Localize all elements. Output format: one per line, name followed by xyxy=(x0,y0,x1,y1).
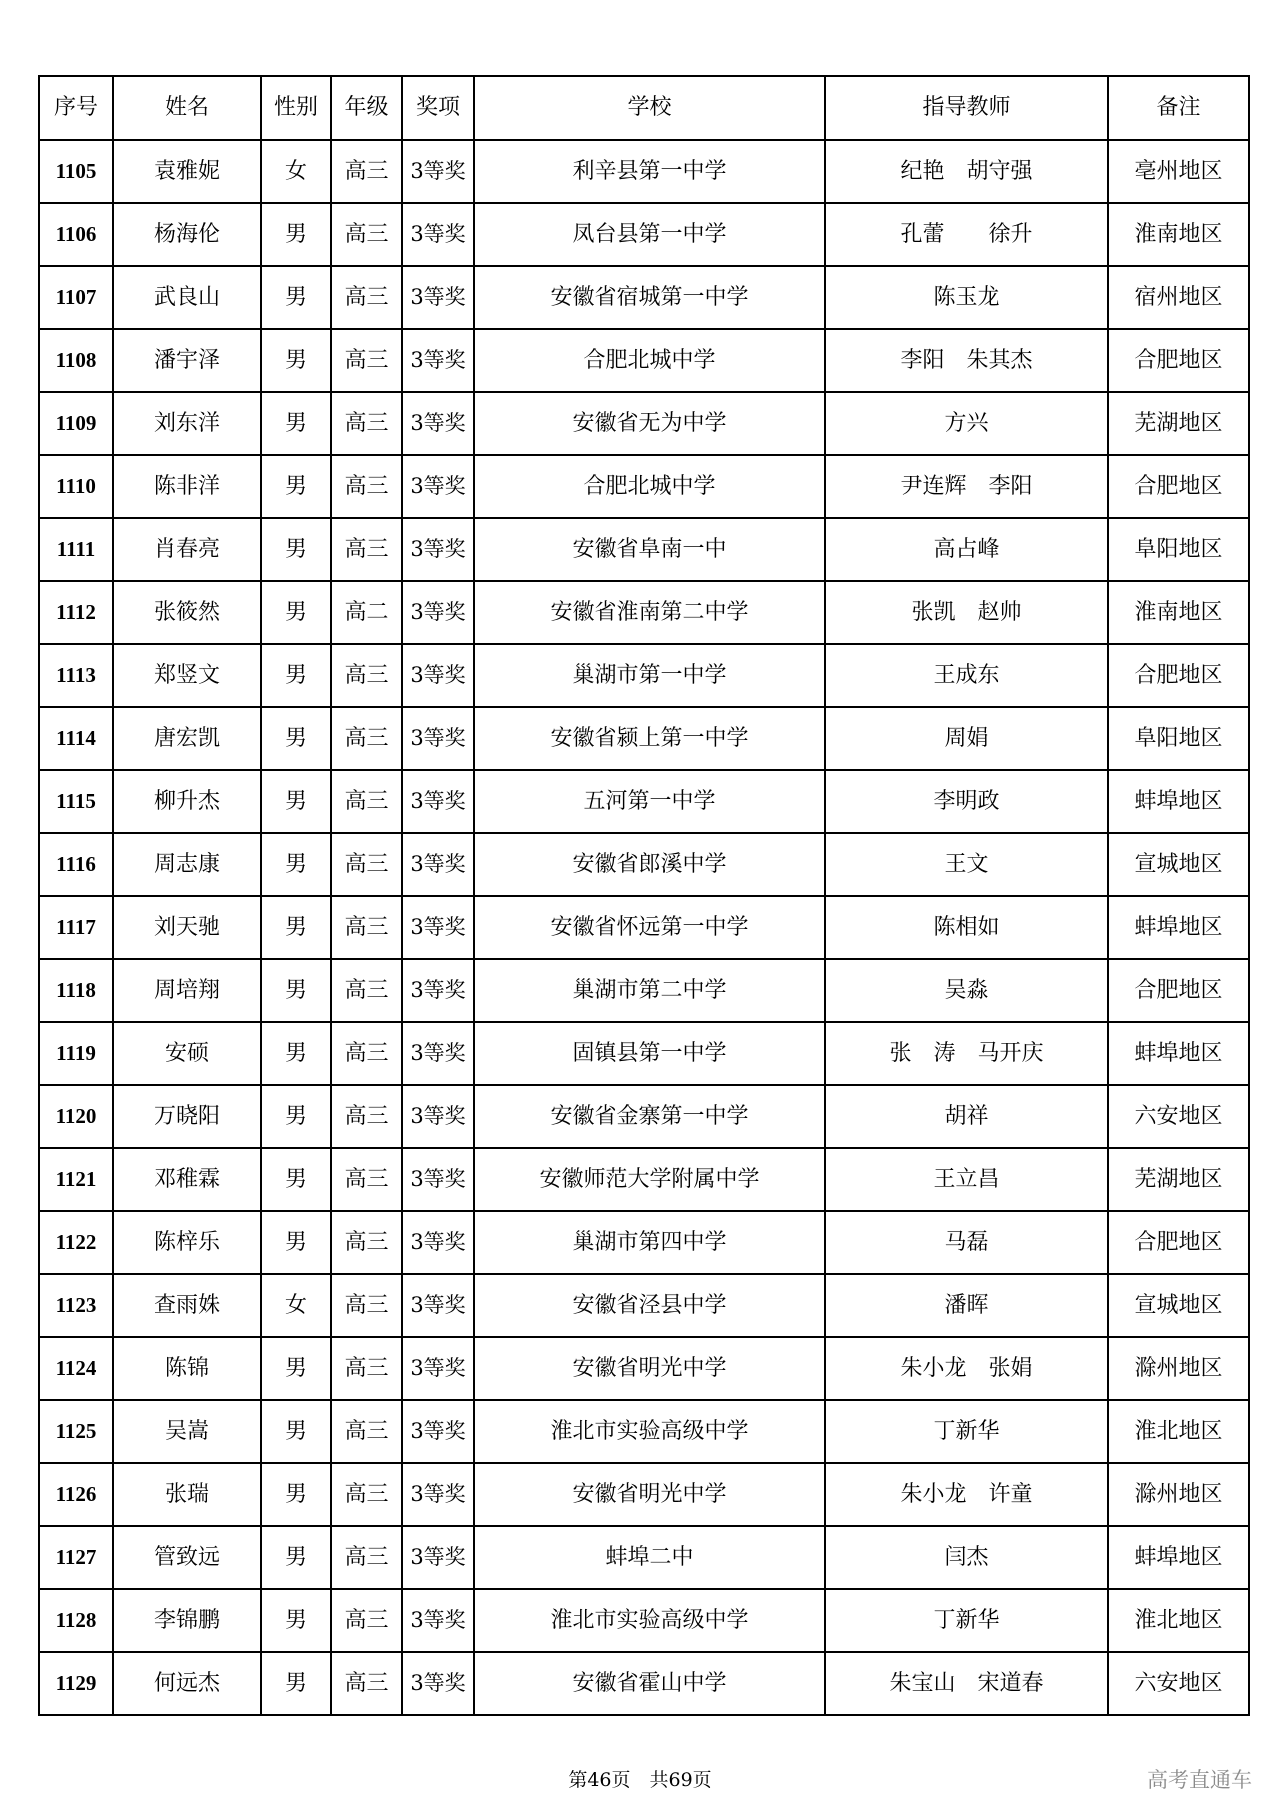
cell-award: 3等奖 xyxy=(402,644,474,707)
table-row xyxy=(39,1337,1249,1400)
cell-name: 张筱然 xyxy=(113,581,261,644)
cell-index: 1114 xyxy=(39,707,113,770)
table-row xyxy=(39,329,1249,392)
cell-school: 安徽省阜南一中 xyxy=(474,518,825,581)
cell-teacher: 陈玉龙 xyxy=(825,266,1108,329)
cell-grade: 高三 xyxy=(331,959,402,1022)
cell-teacher: 张凯 赵帅 xyxy=(825,581,1108,644)
cell-index: 1113 xyxy=(39,644,113,707)
cell-gender: 男 xyxy=(261,833,331,896)
cell-school: 淮北市实验高级中学 xyxy=(474,1589,825,1652)
cell-award: 3等奖 xyxy=(402,1148,474,1211)
cell-gender: 男 xyxy=(261,896,331,959)
cell-school: 合肥北城中学 xyxy=(474,455,825,518)
cell-index: 1115 xyxy=(39,770,113,833)
cell-school: 安徽省明光中学 xyxy=(474,1463,825,1526)
table-row xyxy=(39,392,1249,455)
cell-teacher: 朱小龙 张娟 xyxy=(825,1337,1108,1400)
cell-index: 1111 xyxy=(39,518,113,581)
cell-school: 淮北市实验高级中学 xyxy=(474,1400,825,1463)
cell-index: 1125 xyxy=(39,1400,113,1463)
cell-school: 巢湖市第一中学 xyxy=(474,644,825,707)
table-row xyxy=(39,455,1249,518)
cell-remark: 合肥地区 xyxy=(1108,329,1249,392)
cell-teacher: 丁新华 xyxy=(825,1589,1108,1652)
cell-remark: 淮北地区 xyxy=(1108,1400,1249,1463)
cell-teacher: 纪艳 胡守强 xyxy=(825,140,1108,203)
cell-name: 李锦鹏 xyxy=(113,1589,261,1652)
cell-name: 张瑞 xyxy=(113,1463,261,1526)
header-award: 奖项 xyxy=(402,76,474,140)
cell-grade: 高三 xyxy=(331,1148,402,1211)
cell-teacher: 王立昌 xyxy=(825,1148,1108,1211)
cell-index: 1128 xyxy=(39,1589,113,1652)
cell-teacher: 胡祥 xyxy=(825,1085,1108,1148)
cell-grade: 高三 xyxy=(331,770,402,833)
cell-remark: 淮南地区 xyxy=(1108,581,1249,644)
header-remark: 备注 xyxy=(1108,76,1249,140)
cell-gender: 男 xyxy=(261,1085,331,1148)
cell-name: 查雨姝 xyxy=(113,1274,261,1337)
cell-school: 安徽省金寨第一中学 xyxy=(474,1085,825,1148)
cell-gender: 男 xyxy=(261,770,331,833)
cell-gender: 男 xyxy=(261,1652,331,1715)
cell-award: 3等奖 xyxy=(402,392,474,455)
cell-remark: 六安地区 xyxy=(1108,1652,1249,1715)
cell-teacher: 王成东 xyxy=(825,644,1108,707)
cell-gender: 男 xyxy=(261,1022,331,1085)
table-row xyxy=(39,140,1249,203)
cell-index: 1108 xyxy=(39,329,113,392)
table-row xyxy=(39,1148,1249,1211)
cell-teacher: 李阳 朱其杰 xyxy=(825,329,1108,392)
cell-grade: 高二 xyxy=(331,581,402,644)
cell-name: 何远杰 xyxy=(113,1652,261,1715)
cell-remark: 蚌埠地区 xyxy=(1108,770,1249,833)
cell-remark: 淮南地区 xyxy=(1108,203,1249,266)
cell-name: 陈梓乐 xyxy=(113,1211,261,1274)
table-row xyxy=(39,833,1249,896)
cell-remark: 宿州地区 xyxy=(1108,266,1249,329)
cell-award: 3等奖 xyxy=(402,833,474,896)
cell-school: 安徽省颍上第一中学 xyxy=(474,707,825,770)
cell-name: 陈锦 xyxy=(113,1337,261,1400)
cell-index: 1110 xyxy=(39,455,113,518)
cell-award: 3等奖 xyxy=(402,1652,474,1715)
cell-teacher: 闫杰 xyxy=(825,1526,1108,1589)
cell-grade: 高三 xyxy=(331,707,402,770)
cell-school: 安徽省怀远第一中学 xyxy=(474,896,825,959)
cell-name: 刘东洋 xyxy=(113,392,261,455)
cell-award: 3等奖 xyxy=(402,1337,474,1400)
table-row xyxy=(39,1211,1249,1274)
cell-remark: 芜湖地区 xyxy=(1108,392,1249,455)
cell-award: 3等奖 xyxy=(402,581,474,644)
cell-grade: 高三 xyxy=(331,1274,402,1337)
cell-remark: 蚌埠地区 xyxy=(1108,1526,1249,1589)
cell-name: 安硕 xyxy=(113,1022,261,1085)
cell-index: 1127 xyxy=(39,1526,113,1589)
cell-index: 1105 xyxy=(39,140,113,203)
cell-award: 3等奖 xyxy=(402,1463,474,1526)
cell-gender: 男 xyxy=(261,581,331,644)
header-school: 学校 xyxy=(474,76,825,140)
cell-gender: 男 xyxy=(261,455,331,518)
header-teacher: 指导教师 xyxy=(825,76,1108,140)
cell-index: 1120 xyxy=(39,1085,113,1148)
cell-school: 安徽省郎溪中学 xyxy=(474,833,825,896)
cell-teacher: 朱宝山 宋道春 xyxy=(825,1652,1108,1715)
table-row xyxy=(39,1274,1249,1337)
cell-school: 安徽省淮南第二中学 xyxy=(474,581,825,644)
cell-school: 安徽省宿城第一中学 xyxy=(474,266,825,329)
cell-name: 陈非洋 xyxy=(113,455,261,518)
cell-index: 1106 xyxy=(39,203,113,266)
cell-teacher: 高占峰 xyxy=(825,518,1108,581)
page-number: 第46页 共69页 xyxy=(568,1769,712,1791)
cell-remark: 亳州地区 xyxy=(1108,140,1249,203)
table-row xyxy=(39,203,1249,266)
cell-index: 1126 xyxy=(39,1463,113,1526)
cell-remark: 淮北地区 xyxy=(1108,1589,1249,1652)
cell-grade: 高三 xyxy=(331,1022,402,1085)
cell-grade: 高三 xyxy=(331,1337,402,1400)
cell-grade: 高三 xyxy=(331,203,402,266)
cell-remark: 合肥地区 xyxy=(1108,455,1249,518)
table-body xyxy=(39,140,1249,1715)
table-row xyxy=(39,518,1249,581)
table-row xyxy=(39,266,1249,329)
cell-index: 1122 xyxy=(39,1211,113,1274)
header-gender: 性别 xyxy=(261,76,331,140)
cell-name: 杨海伦 xyxy=(113,203,261,266)
cell-grade: 高三 xyxy=(331,1589,402,1652)
cell-teacher: 马磊 xyxy=(825,1211,1108,1274)
cell-grade: 高三 xyxy=(331,833,402,896)
cell-name: 管致远 xyxy=(113,1526,261,1589)
cell-award: 3等奖 xyxy=(402,1274,474,1337)
cell-index: 1107 xyxy=(39,266,113,329)
cell-award: 3等奖 xyxy=(402,1400,474,1463)
cell-school: 凤台县第一中学 xyxy=(474,203,825,266)
cell-name: 武良山 xyxy=(113,266,261,329)
table-row xyxy=(39,959,1249,1022)
cell-name: 周志康 xyxy=(113,833,261,896)
cell-grade: 高三 xyxy=(331,896,402,959)
cell-name: 袁雅妮 xyxy=(113,140,261,203)
table-row xyxy=(39,1400,1249,1463)
cell-teacher: 吴淼 xyxy=(825,959,1108,1022)
cell-remark: 合肥地区 xyxy=(1108,644,1249,707)
cell-name: 唐宏凯 xyxy=(113,707,261,770)
table-row xyxy=(39,1526,1249,1589)
table-row xyxy=(39,1022,1249,1085)
cell-remark: 宣城地区 xyxy=(1108,833,1249,896)
cell-teacher: 朱小龙 许童 xyxy=(825,1463,1108,1526)
cell-name: 吴嵩 xyxy=(113,1400,261,1463)
cell-index: 1121 xyxy=(39,1148,113,1211)
cell-gender: 男 xyxy=(261,1526,331,1589)
cell-award: 3等奖 xyxy=(402,518,474,581)
cell-award: 3等奖 xyxy=(402,266,474,329)
awards-table xyxy=(38,75,1250,1716)
cell-gender: 男 xyxy=(261,1463,331,1526)
cell-grade: 高三 xyxy=(331,1085,402,1148)
cell-school: 巢湖市第二中学 xyxy=(474,959,825,1022)
watermark-text: 高考直通车 xyxy=(1147,1768,1252,1792)
cell-name: 刘天驰 xyxy=(113,896,261,959)
cell-award: 3等奖 xyxy=(402,896,474,959)
cell-remark: 六安地区 xyxy=(1108,1085,1249,1148)
cell-award: 3等奖 xyxy=(402,1211,474,1274)
cell-gender: 男 xyxy=(261,1400,331,1463)
cell-teacher: 周娟 xyxy=(825,707,1108,770)
cell-remark: 阜阳地区 xyxy=(1108,707,1249,770)
table-row xyxy=(39,1463,1249,1526)
cell-gender: 男 xyxy=(261,329,331,392)
cell-teacher: 孔蕾 徐升 xyxy=(825,203,1108,266)
cell-gender: 男 xyxy=(261,1337,331,1400)
cell-award: 3等奖 xyxy=(402,329,474,392)
cell-gender: 男 xyxy=(261,518,331,581)
cell-gender: 男 xyxy=(261,959,331,1022)
cell-index: 1109 xyxy=(39,392,113,455)
cell-gender: 女 xyxy=(261,140,331,203)
cell-teacher: 丁新华 xyxy=(825,1400,1108,1463)
cell-grade: 高三 xyxy=(331,1211,402,1274)
header-row xyxy=(39,76,1249,140)
table-row xyxy=(39,581,1249,644)
cell-remark: 阜阳地区 xyxy=(1108,518,1249,581)
cell-name: 潘宇泽 xyxy=(113,329,261,392)
cell-remark: 滁州地区 xyxy=(1108,1337,1249,1400)
cell-gender: 男 xyxy=(261,644,331,707)
cell-teacher: 李明政 xyxy=(825,770,1108,833)
cell-award: 3等奖 xyxy=(402,1085,474,1148)
cell-name: 柳升杰 xyxy=(113,770,261,833)
cell-remark: 宣城地区 xyxy=(1108,1274,1249,1337)
header-grade: 年级 xyxy=(331,76,402,140)
cell-award: 3等奖 xyxy=(402,1526,474,1589)
cell-grade: 高三 xyxy=(331,455,402,518)
cell-name: 郑竖文 xyxy=(113,644,261,707)
cell-school: 巢湖市第四中学 xyxy=(474,1211,825,1274)
cell-teacher: 潘晖 xyxy=(825,1274,1108,1337)
cell-index: 1124 xyxy=(39,1337,113,1400)
cell-remark: 滁州地区 xyxy=(1108,1463,1249,1526)
header-index: 序号 xyxy=(39,76,113,140)
cell-index: 1118 xyxy=(39,959,113,1022)
cell-award: 3等奖 xyxy=(402,203,474,266)
cell-remark: 合肥地区 xyxy=(1108,1211,1249,1274)
header-name: 姓名 xyxy=(113,76,261,140)
cell-gender: 男 xyxy=(261,266,331,329)
cell-gender: 男 xyxy=(261,707,331,770)
cell-school: 合肥北城中学 xyxy=(474,329,825,392)
cell-school: 安徽师范大学附属中学 xyxy=(474,1148,825,1211)
cell-grade: 高三 xyxy=(331,140,402,203)
cell-teacher: 张 涛 马开庆 xyxy=(825,1022,1108,1085)
cell-school: 利辛县第一中学 xyxy=(474,140,825,203)
cell-school: 安徽省霍山中学 xyxy=(474,1652,825,1715)
cell-gender: 女 xyxy=(261,1274,331,1337)
cell-school: 安徽省无为中学 xyxy=(474,392,825,455)
cell-index: 1116 xyxy=(39,833,113,896)
cell-grade: 高三 xyxy=(331,329,402,392)
cell-grade: 高三 xyxy=(331,266,402,329)
cell-gender: 男 xyxy=(261,1211,331,1274)
cell-award: 3等奖 xyxy=(402,1022,474,1085)
table-row xyxy=(39,1589,1249,1652)
cell-name: 邓稚霖 xyxy=(113,1148,261,1211)
cell-name: 万晓阳 xyxy=(113,1085,261,1148)
cell-grade: 高三 xyxy=(331,1463,402,1526)
cell-gender: 男 xyxy=(261,1148,331,1211)
table-row xyxy=(39,707,1249,770)
cell-index: 1119 xyxy=(39,1022,113,1085)
cell-index: 1117 xyxy=(39,896,113,959)
table-row xyxy=(39,1085,1249,1148)
cell-award: 3等奖 xyxy=(402,770,474,833)
cell-award: 3等奖 xyxy=(402,959,474,1022)
cell-grade: 高三 xyxy=(331,644,402,707)
cell-school: 安徽省泾县中学 xyxy=(474,1274,825,1337)
cell-index: 1112 xyxy=(39,581,113,644)
cell-award: 3等奖 xyxy=(402,707,474,770)
cell-school: 五河第一中学 xyxy=(474,770,825,833)
cell-index: 1129 xyxy=(39,1652,113,1715)
cell-teacher: 陈相如 xyxy=(825,896,1108,959)
table-row xyxy=(39,770,1249,833)
cell-remark: 合肥地区 xyxy=(1108,959,1249,1022)
cell-school: 蚌埠二中 xyxy=(474,1526,825,1589)
cell-teacher: 尹连辉 李阳 xyxy=(825,455,1108,518)
table-row xyxy=(39,896,1249,959)
cell-school: 固镇县第一中学 xyxy=(474,1022,825,1085)
cell-remark: 蚌埠地区 xyxy=(1108,1022,1249,1085)
cell-teacher: 方兴 xyxy=(825,392,1108,455)
cell-remark: 芜湖地区 xyxy=(1108,1148,1249,1211)
cell-teacher: 王文 xyxy=(825,833,1108,896)
cell-remark: 蚌埠地区 xyxy=(1108,896,1249,959)
cell-award: 3等奖 xyxy=(402,455,474,518)
cell-grade: 高三 xyxy=(331,1652,402,1715)
cell-name: 肖春亮 xyxy=(113,518,261,581)
cell-gender: 男 xyxy=(261,203,331,266)
cell-grade: 高三 xyxy=(331,392,402,455)
cell-gender: 男 xyxy=(261,392,331,455)
cell-grade: 高三 xyxy=(331,518,402,581)
cell-name: 周培翔 xyxy=(113,959,261,1022)
table-row xyxy=(39,644,1249,707)
cell-grade: 高三 xyxy=(331,1526,402,1589)
cell-school: 安徽省明光中学 xyxy=(474,1337,825,1400)
cell-award: 3等奖 xyxy=(402,1589,474,1652)
cell-grade: 高三 xyxy=(331,1400,402,1463)
table-row xyxy=(39,1652,1249,1715)
cell-award: 3等奖 xyxy=(402,140,474,203)
cell-gender: 男 xyxy=(261,1589,331,1652)
cell-index: 1123 xyxy=(39,1274,113,1337)
